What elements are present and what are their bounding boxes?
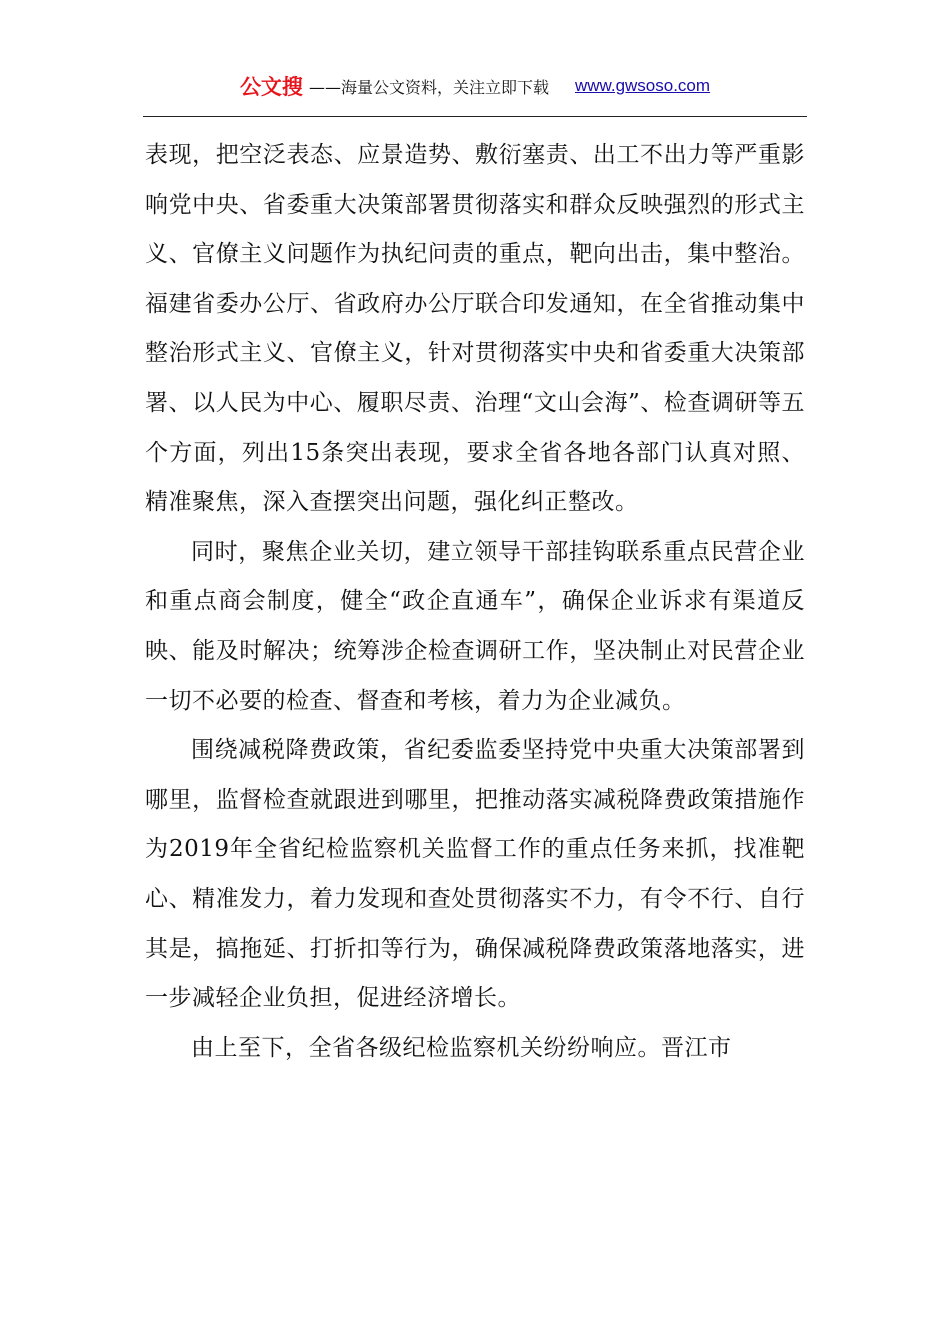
paragraph: 同时，聚焦企业关切，建立领导干部挂钩联系重点民营企业和重点商会制度，健全“政企直通车”，确保企业诉求有渠道反映、能及时解决；统筹涉企检查调研工作，坚决制止对民营企业一切不必要的检查、督查和考核，着力为企业减负。 [145, 538, 805, 714]
header-tagline: ——海量公文资料，关注立即下载 [308, 77, 549, 97]
brand-logo: 公文搜 [239, 75, 303, 99]
header-divider [143, 116, 807, 117]
paragraph: 围绕减税降费政策，省纪委监委坚持党中央重大决策部署到哪里，监督检查就跟进到哪里，把推动落实减税降费政策措施作为2019年全省纪检监察机关监督工作的重点任务来抓，找准靶心、精准发力，着力发现和查处贯彻落实不力，有令不行、自行其是，搞拖延、打折扣等行为，确保减税降费政策落地落实，进一步减轻企业负担，促进经济增长。 [145, 737, 805, 1012]
paragraph: 由上至下，全省各级纪检监察机关纷纷响应。晋江市 [191, 1034, 732, 1061]
website-link[interactable]: www.gwsoso.com [574, 76, 711, 95]
paragraph: 表现，把空泛表态、应景造势、敷衍塞责、出工不出力等严重影响党中央、省委重大决策部署贯彻落实和群众反映强烈的形式主义、官僚主义问题作为执纪问责的重点，靶向出击，集中整治。福建省委办公厅、省政府办公厅联合印发通知，在全省推动集中整治形式主义、官僚主义，针对贯彻落实中央和省委重大决策部署、以人民为中心、履职尽责、治理“文山会海”、检查调研等五个方面，列出15条突出表现，要求全省各地各部门认真对照、精准聚焦，深入查摆突出问题，强化纠正整改。 [145, 142, 805, 516]
page-header [145, 66, 805, 106]
document-body [145, 131, 805, 1073]
